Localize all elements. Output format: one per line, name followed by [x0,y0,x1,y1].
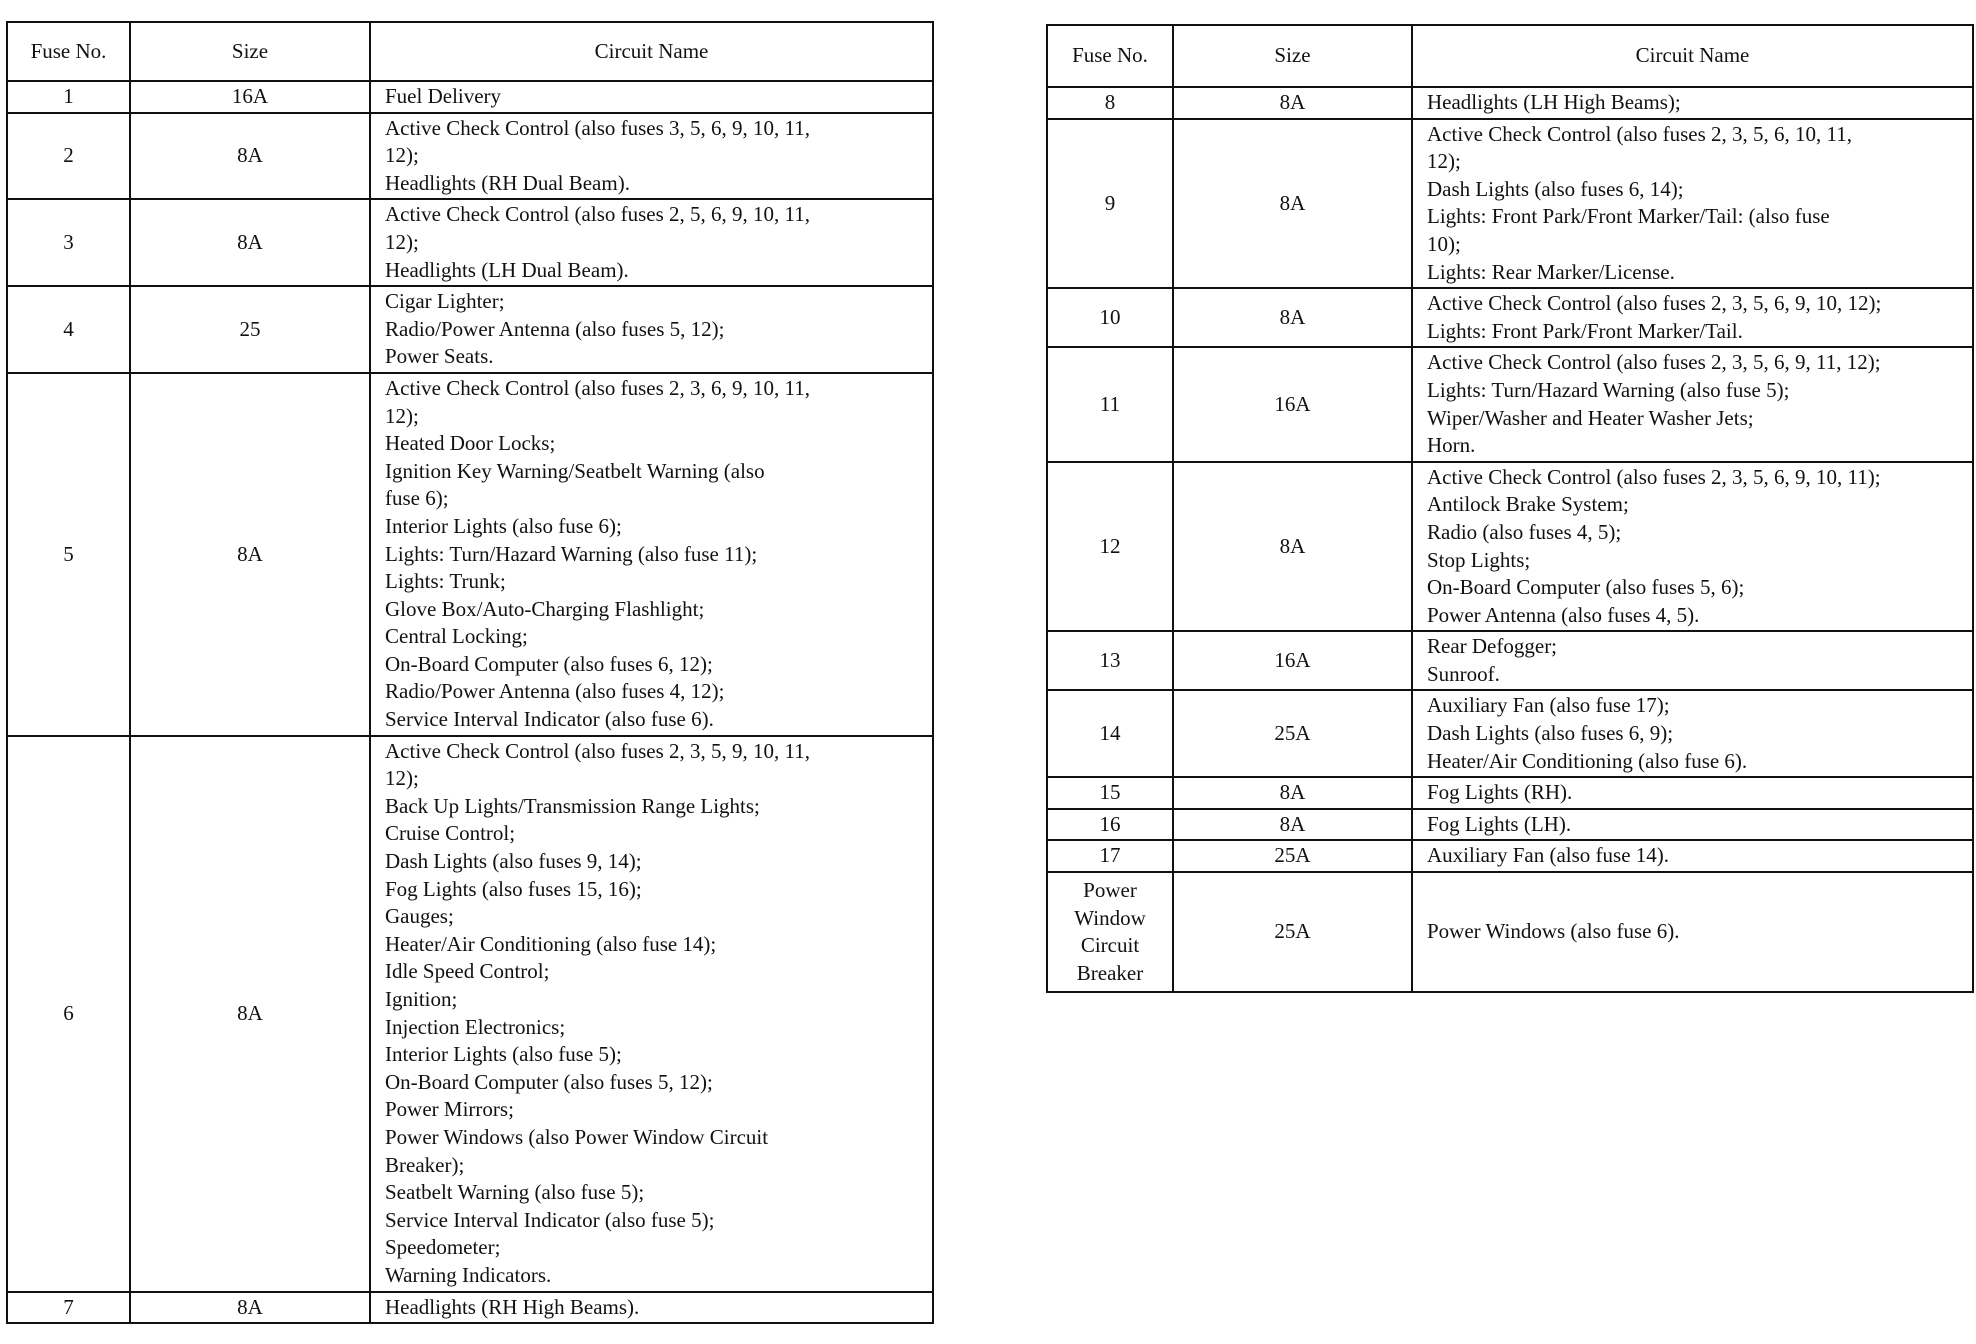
circuit-line: Wiper/Washer and Heater Washer Jets; [1427,405,1754,430]
circuit-line: Active Check Control (also fuses 3, 5, 6, 9, 10, 11, [385,115,810,140]
circuit-line: Lights: Turn/Hazard Warning (also fuse 11); [385,541,758,566]
circuit-name-cell [1412,119,1973,289]
fuse-number: 12 [1047,462,1173,632]
circuit-line: Power Windows (also fuse 6). [1427,919,1680,944]
circuit-line: Rear Defogger; [1427,634,1558,659]
circuit-line: Ignition; [385,987,458,1011]
table-row [1047,462,1973,632]
fuse-size: 8A [130,373,370,736]
circuit-line: Power Mirrors; [385,1097,514,1122]
circuit-line: Fog Lights (RH). [1427,780,1573,805]
fuse-size: 8A [1173,288,1412,347]
fuse-number: 8 [1047,87,1173,119]
circuit-name-cell [1412,872,1973,992]
circuit-name-cell [370,113,933,200]
circuit-name-cell [1412,87,1973,119]
fuse-number: 4 [7,286,130,373]
circuit-line: Sunroof. [1427,661,1500,686]
circuit-line: Cigar Lighter; [385,289,505,314]
circuit-line: Dash Lights (also fuses 6, 14); [1427,176,1684,201]
fuse-size: 16A [1173,631,1412,690]
circuit-name-cell [1412,288,1973,347]
circuit-line: 12); [385,403,419,428]
circuit-name-cell [1412,777,1973,809]
right-table-body [1047,87,1973,992]
fuse-number: 14 [1047,690,1173,777]
circuit-line: Radio/Power Antenna (also fuses 5, 12); [385,316,725,341]
table-row [1047,631,1973,690]
table-row [1047,288,1973,347]
circuit-line: Seatbelt Warning (also fuse 5); [385,1180,645,1205]
circuit-line: Dash Lights (also fuses 6, 9); [1427,721,1674,746]
table-row [1047,347,1973,461]
fuse-size: 8A [130,199,370,286]
fuse-size: 25 [130,286,370,373]
fuse-table-right [1046,24,1974,993]
header-size: Size [1173,25,1412,87]
circuit-line: Auxiliary Fan (also fuse 17); [1427,693,1670,718]
circuit-line: Antilock Brake System; [1427,492,1629,517]
circuit-line: Power Antenna (also fuses 4, 5). [1427,602,1700,627]
circuit-name-cell [1412,809,1973,841]
table-row [1047,809,1973,841]
circuit-line: Active Check Control (also fuses 2, 3, 5, 6, 9, 10, 11); [1427,464,1881,489]
fuse-size: 8A [1173,777,1412,809]
fuse-number: 2 [7,113,130,200]
fuse-size: 25A [1173,690,1412,777]
circuit-line: Fog Lights (also fuses 15, 16); [385,876,642,901]
table-row [1047,872,1973,992]
fuse-number: 11 [1047,347,1173,461]
table-row [1047,690,1973,777]
circuit-line: Headlights (RH Dual Beam). [385,170,630,195]
table-row [1047,119,1973,289]
circuit-name-cell [370,286,933,373]
circuit-line: Active Check Control (also fuses 2, 3, 5, 6, 10, 11, [1427,121,1852,146]
circuit-line: Headlights (RH High Beams). [385,1294,640,1319]
circuit-line: Idle Speed Control; [385,959,550,984]
circuit-line: Heated Door Locks; [385,431,556,456]
circuit-line: On-Board Computer (also fuses 6, 12); [385,651,713,676]
header-circuit-name: Circuit Name [370,22,933,81]
circuit-name-cell [370,81,933,113]
circuit-line: 12); [385,143,419,168]
circuit-line: Radio/Power Antenna (also fuses 4, 12); [385,679,725,704]
circuit-line: Lights: Trunk; [385,569,506,594]
circuit-line: Warning Indicators. [385,1262,552,1287]
fuse-size: 8A [130,736,370,1292]
circuit-line: Active Check Control (also fuses 2, 3, 5, 9, 10, 11, [385,738,810,763]
header-size: Size [130,22,370,81]
table-row [1047,777,1973,809]
fuse-number: 10 [1047,288,1173,347]
table-row [7,1292,933,1324]
circuit-line: Auxiliary Fan (also fuse 14). [1427,843,1670,868]
fuse-number: 15 [1047,777,1173,809]
circuit-line: Power Windows (also Power Window Circuit [385,1124,769,1149]
circuit-line: Lights: Rear Marker/License. [1427,259,1675,284]
fuse-size: 25A [1173,840,1412,872]
circuit-line: Power Seats. [385,344,494,369]
fuse-table-left [6,21,934,1324]
circuit-name-cell [370,373,933,736]
circuit-line: Fog Lights (LH). [1427,811,1572,836]
table-row [1047,87,1973,119]
circuit-name-cell [1412,631,1973,690]
fuse-size: 16A [130,81,370,113]
circuit-line: Lights: Front Park/Front Marker/Tail: (also fuse [1427,204,1830,229]
circuit-line: Service Interval Indicator (also fuse 6). [385,707,714,732]
circuit-line: Active Check Control (also fuses 2, 5, 6, 9, 10, 11, [385,202,810,227]
circuit-line: Interior Lights (also fuse 6); [385,513,622,538]
circuit-name-cell [1412,347,1973,461]
circuit-line: Heater/Air Conditioning (also fuse 14); [385,931,717,956]
circuit-line: 12); [1427,149,1461,174]
circuit-line: Breaker); [385,1152,465,1177]
circuit-line: Active Check Control (also fuses 2, 3, 5, 6, 9, 11, 12); [1427,350,1881,375]
circuit-name-cell [370,199,933,286]
circuit-line: On-Board Computer (also fuses 5, 12); [385,1069,713,1094]
circuit-name-cell [1412,690,1973,777]
circuit-line: Service Interval Indicator (also fuse 5); [385,1207,715,1232]
circuit-line: Stop Lights; [1427,547,1531,572]
table-row [1047,840,1973,872]
table-row [7,286,933,373]
fuse-size: 8A [1173,809,1412,841]
fuse-size: 8A [130,1292,370,1324]
circuit-line: Glove Box/Auto-Charging Flashlight; [385,596,705,621]
fuse-number: 9 [1047,119,1173,289]
circuit-name-cell [1412,462,1973,632]
header-fuse-no: Fuse No. [7,22,130,81]
circuit-line: Headlights (LH High Beams); [1427,90,1681,114]
fuse-number: Power Window Circuit Breaker [1047,872,1173,992]
circuit-line: Dash Lights (also fuses 9, 14); [385,849,642,874]
header-fuse-no: Fuse No. [1047,25,1173,87]
circuit-line: Interior Lights (also fuse 5); [385,1042,622,1067]
fuse-number: 7 [7,1292,130,1324]
fuse-size: 8A [1173,119,1412,289]
circuit-name-cell [370,736,933,1292]
circuit-line: Lights: Front Park/Front Marker/Tail. [1427,318,1743,343]
table-row [7,373,933,736]
circuit-name-cell [370,1292,933,1324]
fuse-size: 8A [1173,87,1412,119]
circuit-line: Speedometer; [385,1235,501,1260]
fuse-number: 13 [1047,631,1173,690]
circuit-line: Horn. [1427,433,1476,458]
table-row [7,81,933,113]
circuit-line: Radio (also fuses 4, 5); [1427,519,1622,544]
circuit-line: Central Locking; [385,624,528,649]
circuit-line: Cruise Control; [385,821,516,846]
circuit-line: fuse 6); [385,486,449,511]
fuse-number: 1 [7,81,130,113]
table-row [7,113,933,200]
circuit-line: Active Check Control (also fuses 2, 3, 6, 9, 10, 11, [385,375,810,400]
table-row [7,199,933,286]
fuse-number: 6 [7,736,130,1292]
header-row [1047,25,1973,87]
fuse-number: 3 [7,199,130,286]
fuse-number: 17 [1047,840,1173,872]
circuit-line: On-Board Computer (also fuses 5, 6); [1427,575,1745,600]
circuit-name-cell [1412,840,1973,872]
circuit-line: 12); [385,766,419,791]
circuit-line: Active Check Control (also fuses 2, 3, 5, 6, 9, 10, 12); [1427,291,1882,316]
fuse-size: 25A [1173,872,1412,992]
circuit-line: Fuel Delivery [385,84,502,108]
circuit-line: 12); [385,229,419,254]
left-table-body [7,81,933,1323]
header-circuit-name: Circuit Name [1412,25,1973,87]
fuse-number: 5 [7,373,130,736]
circuit-line: Back Up Lights/Transmission Range Lights; [385,793,760,818]
fuse-size: 8A [1173,462,1412,632]
header-row [7,22,933,81]
circuit-line: Injection Electronics; [385,1014,566,1039]
circuit-line: Ignition Key Warning/Seatbelt Warning (also [385,458,765,483]
circuit-line: Headlights (LH Dual Beam). [385,257,629,282]
circuit-line: Heater/Air Conditioning (also fuse 6). [1427,748,1748,773]
circuit-line: 10); [1427,231,1461,256]
circuit-line: Lights: Turn/Hazard Warning (also fuse 5); [1427,377,1790,402]
circuit-line: Gauges; [385,904,454,929]
fuse-number: 16 [1047,809,1173,841]
fuse-size: 8A [130,113,370,200]
fuse-size: 16A [1173,347,1412,461]
table-row [7,736,933,1292]
